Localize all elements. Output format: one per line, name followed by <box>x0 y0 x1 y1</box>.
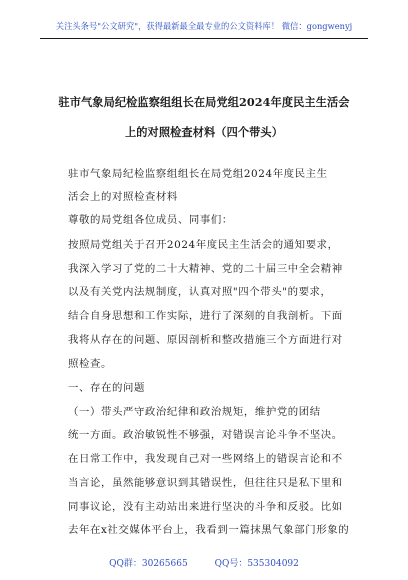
body-line: 驻市气象局纪检监察组组长在局党组2024年度民主生 <box>68 168 328 180</box>
body-line: 尊敬的局党组各位成员、同事们： <box>68 214 233 226</box>
body-line: 去年在x社交媒体平台上，我看到一篇抹黑气象部门形象的 <box>68 524 350 536</box>
body-line: 在日常工作中，我发现自己对一些网络上的错误言论和不 <box>68 453 343 465</box>
header-banner: 关注头条号"公文研究"，获得最新最全最专业的公文资料库！ 微信：gongwenyj <box>55 21 353 31</box>
body-line: 活会上的对照检查材料 <box>68 191 178 203</box>
footer-contact <box>40 556 368 569</box>
document-title-line-1: 驻市气象局纪检监察组组长在局党组2024年度民主生活会 <box>58 95 350 109</box>
body-line: （一）带头严守政治纪律和政治规矩，维护党的团结 <box>68 406 321 418</box>
body-line: 我将从存在的问题、原因剖析和整改措施三个方面进行对 <box>68 334 343 346</box>
footer-qq-number: QQ号：535304092 <box>214 559 299 569</box>
body-line: 统一方面。政治敏锐性不够强，对错误言论斗争不坚决。 <box>68 429 343 441</box>
body-line: 以及有关党内法规制度，认真对照"四个带头"的要求， <box>68 286 332 298</box>
body-line: 同事议论，没有主动站出来进行坚决的斗争和反驳。比如 <box>68 501 343 513</box>
document-title-line-2: 上的对照检查材料（四个带头） <box>124 125 284 139</box>
body-line: 照检查。 <box>68 358 112 370</box>
body-line: 按照局党组关于召开2024年度民主生活会的通知要求， <box>68 239 339 251</box>
footer-qq-group: QQ群：30265665 <box>109 559 188 569</box>
body-line: 我深入学习了党的二十大精神、党的二十届三中全会精神 <box>68 263 343 275</box>
header-divider <box>40 38 368 39</box>
body-line: 当言论，虽然能够意识到其错误性，但往往只是私下里和 <box>68 477 343 489</box>
section-heading: 一、存在的问题 <box>68 382 145 394</box>
body-line: 结合自身思想和工作实际，进行了深刻的自我剖析。下面 <box>68 310 343 322</box>
